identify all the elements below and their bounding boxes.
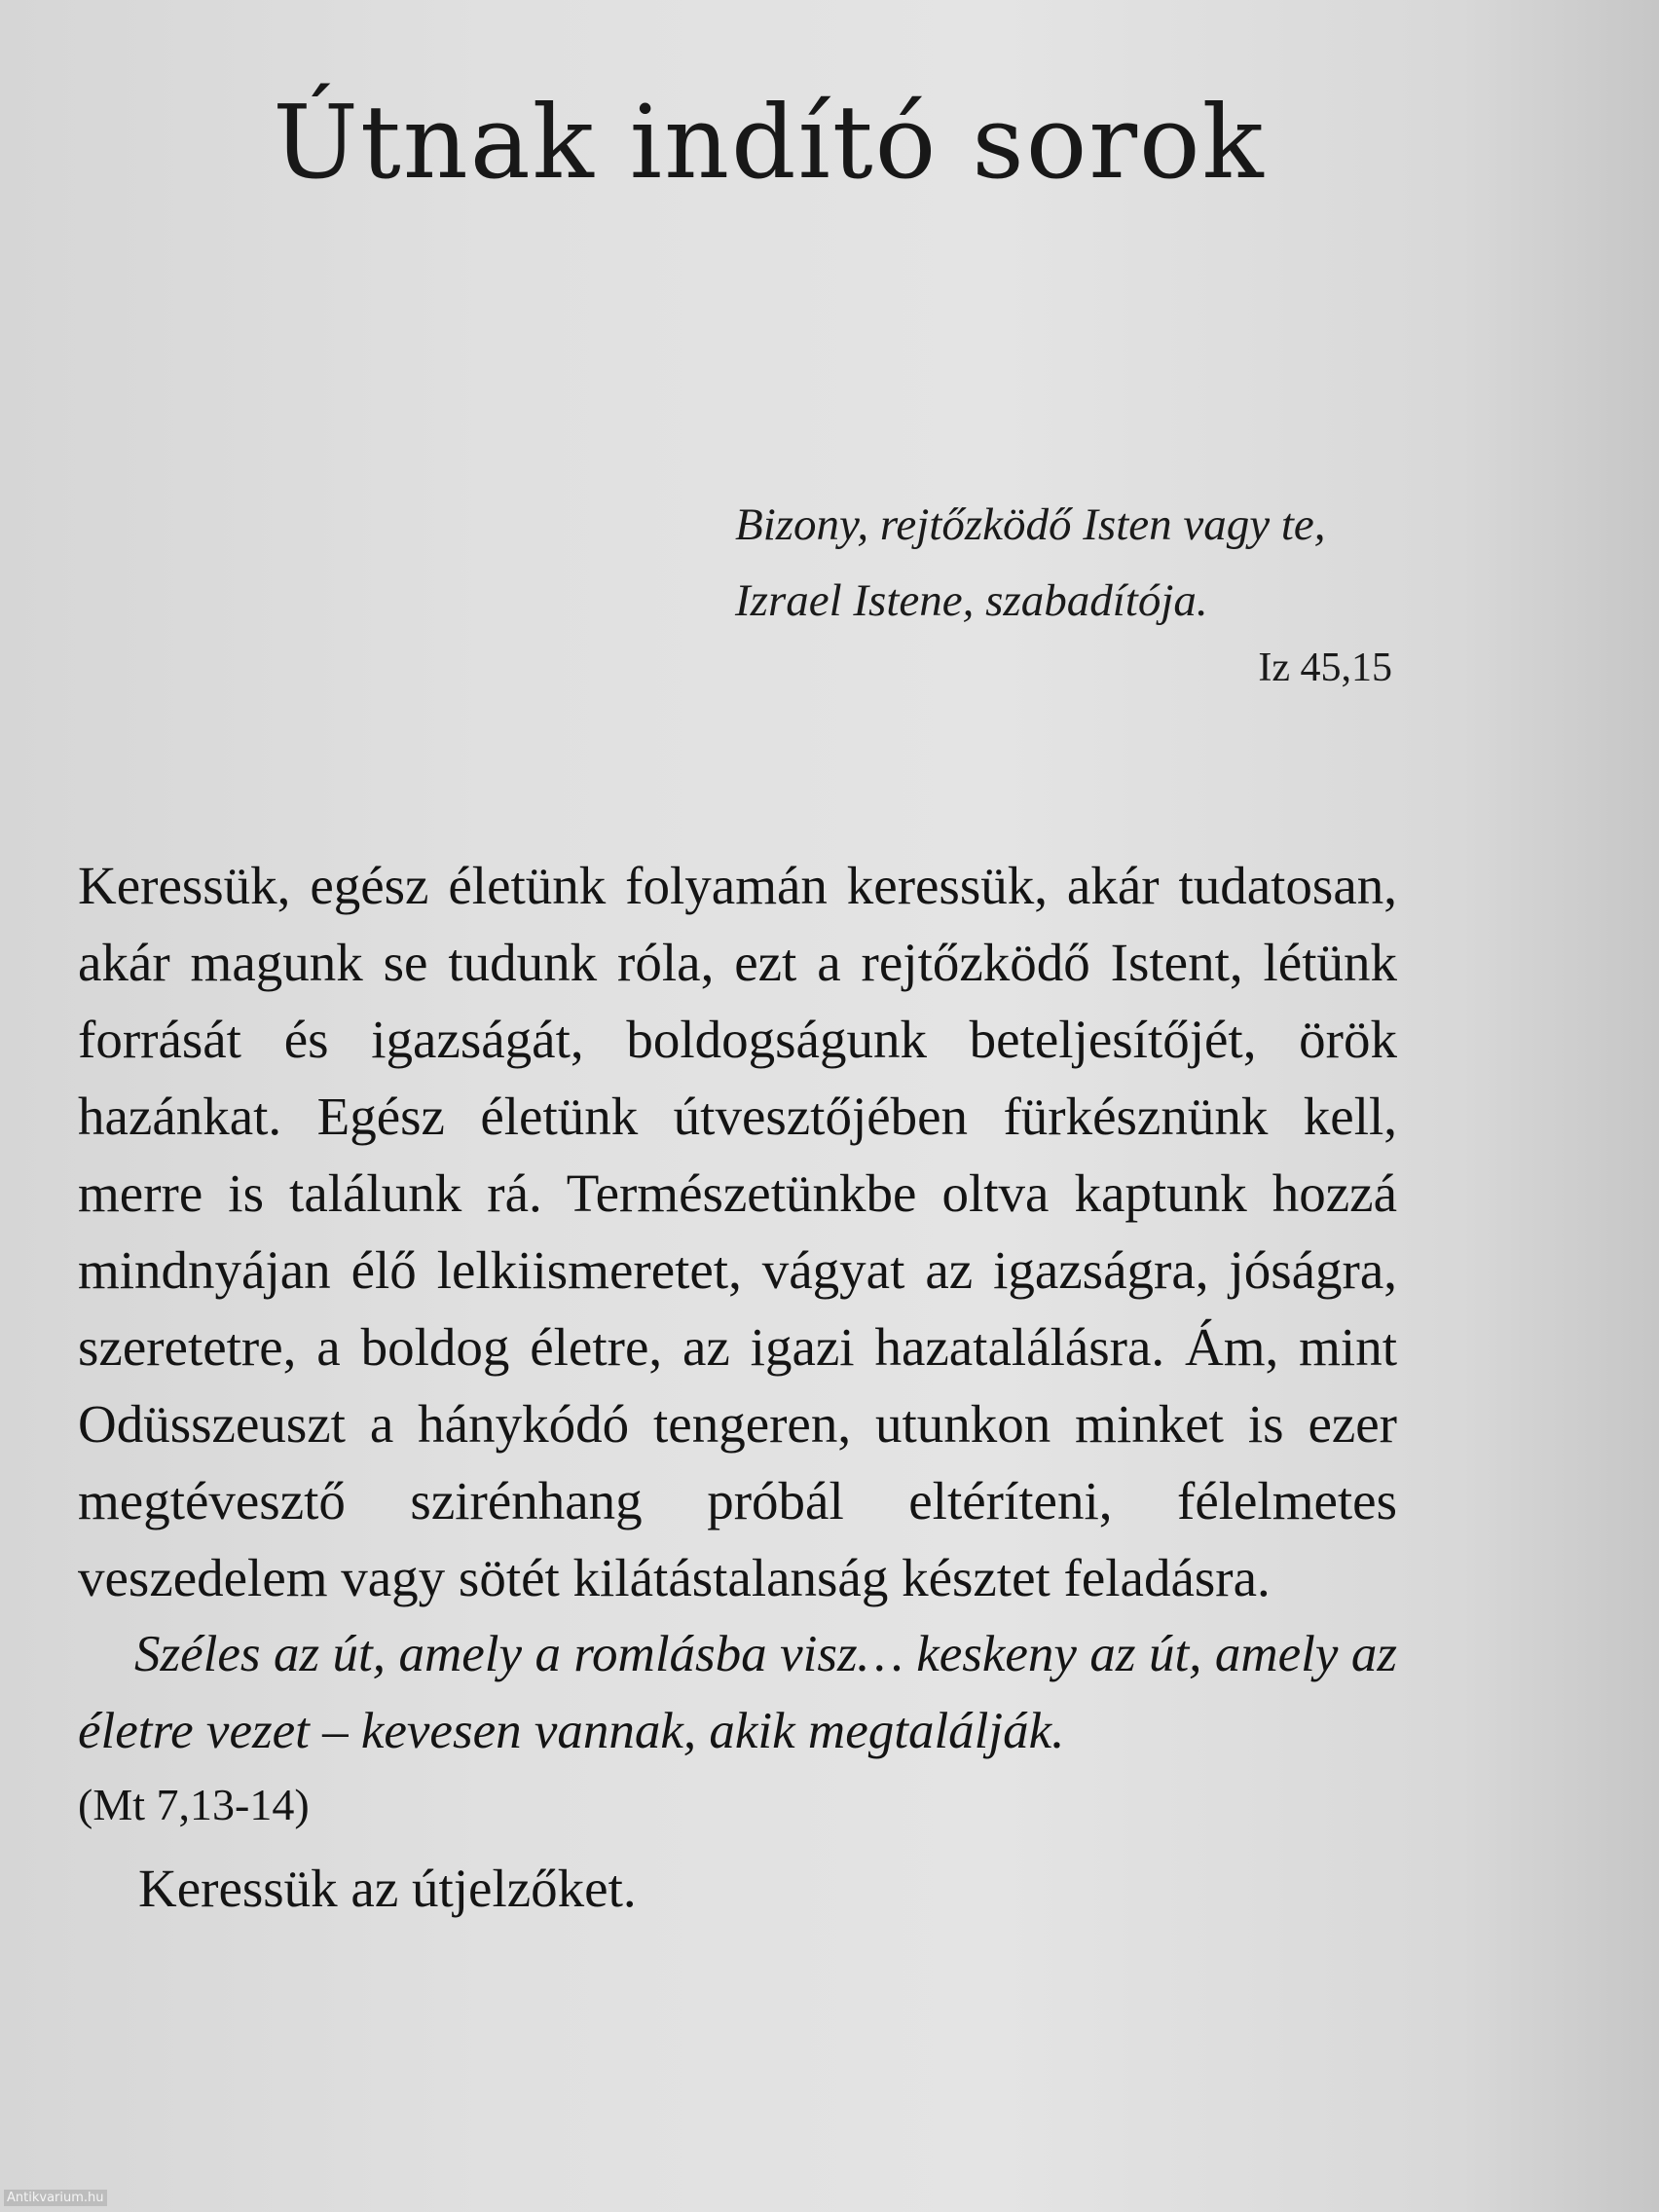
paragraph-main: Keressük, egész életünk folyamán keressük, akár tudatosan, akár magunk se tudunk róla, ezt a rejtőzködő Istent, létünk forrását és igazságát, boldogságunk beteljesítőjét, örök hazánkat. Egész életünk útvesztőjében fürkésznünk kell, merre is találunk rá. Természetünkbe oltva kaptunk hozzá mindnyájan élő lelkiismeretet, vágyat az igazságra, jóságra, szeretetre, a boldog életre, az igazi hazatalálásra. Ám, mint Odüsszeuszt a hánykódó tengeren, utunkon minket is ezer megtévesztő szirénhang próbál eltéríteni, félelmetes veszedelem vagy sötét kilátástalanság késztet feladásra.: [78, 856, 1397, 1607]
chapter-title: Útnak indító sorok: [273, 83, 1266, 202]
watermark: Antikvarium.hu: [4, 2190, 107, 2206]
paragraph-closing: Keressük az útjelzőket.: [138, 1859, 637, 1918]
scripture-reference: (Mt 7,13-14): [78, 1780, 310, 1829]
motto-line-2: Izrael Istene, szabadítója.: [735, 575, 1208, 626]
motto-line-1: Bizony, rejtőzködő Isten vagy te,: [735, 499, 1326, 550]
motto-reference: Iz 45,15: [1258, 645, 1392, 690]
scripture-quote: Széles az út, amely a romlásba visz… keskeny az út, amely az életre vezet – kevesen vannak, akik megtalálják.: [78, 1626, 1397, 1759]
body-text: [78, 847, 1397, 1927]
motto-quote: [735, 487, 1397, 639]
